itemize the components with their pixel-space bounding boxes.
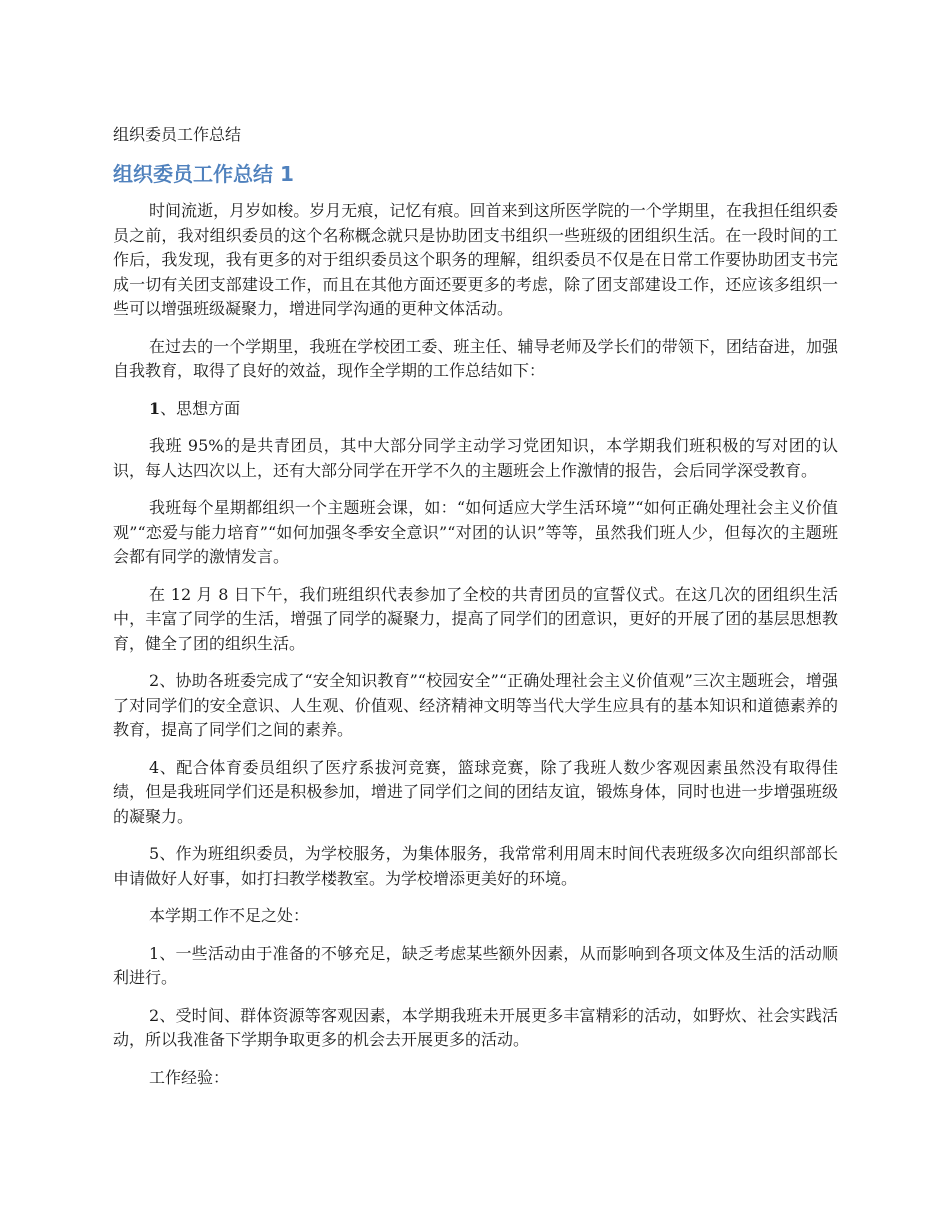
paragraph-service: 5、作为班组织委员，为学校服务，为集体服务，我常常利用周末时间代表班级多次向组织部部长申请做好人好事，如打扫教学楼教室。为学校增添更美好的环境。: [113, 844, 838, 888]
list-item-ideology: [113, 397, 838, 422]
document-page: [113, 123, 838, 1103]
paragraph-league-members: 我班 95%的是共青团员，其中大部分同学主动学习党团知识，本学期我们班积极的写对团的认识，每人达四次以上，还有大部分同学在开学不久的主题班会上作激情的报告，会后同学深受教育。: [113, 436, 838, 480]
document-title: 组织委员工作总结: [113, 125, 242, 144]
paragraph-oath-ceremony: 在 12 月 8 日下午，我们班组织代表参加了全校的共青团员的宣誓仪式。在这几次的团组织生活中，丰富了同学的生活，增强了同学的凝聚力，提高了同学们的团意识，更好的开展了团的基层思想教育，健全了团的组织生活。: [113, 584, 838, 653]
list-item-number: 1: [149, 398, 161, 418]
paragraph-intro: 时间流逝，月岁如梭。岁月无痕，记忆有痕。回首来到这所医学院的一个学期里，在我担任组织委员之前，我对组织委员的这个名称概念就只是协助团支书组织一些班级的团组织生活。在一段时间的工作后，我发现，我有更多的对于组织委员这个职务的理解，组织委员不仅是在日常工作要协助团支书完成一切有关团支部建设工作，而且在其他方面还要更多的考虑，除了团支部建设工作，还应该多组织一些可以增强班级凝聚力，增进同学沟通的更种文体活动。: [113, 201, 838, 318]
paragraph-shortcoming-1: 1、一些活动由于准备的不够充足，缺乏考虑某些额外因素，从而影响到各项文体及生活的活动顺利进行。: [113, 943, 838, 987]
paragraph-shortcoming-2: 2、受时间、群体资源等客观因素，本学期我班未开展更多丰富精彩的活动，如野炊、社会实践活动，所以我准备下学期争取更多的机会去开展更多的活动。: [113, 1005, 838, 1049]
paragraph-sports: 4、配合体育委员组织了医疗系拔河竞赛，篮球竞赛，除了我班人数少客观因素虽然没有取得佳绩，但是我班同学们还是积极参加，增进了同学们之间的团结友谊，锻炼身体，同时也进一步增强班级的凝聚力。: [113, 757, 838, 826]
paragraph-safety-meetings: 2、协助各班委完成了“安全知识教育”“校园安全”“正确处理社会主义价值观”三次主题班会，增强了对同学们的安全意识、人生观、价值观、经济精神文明等当代大学生应具有的基本知识和道德素养的教育，提高了同学们之间的素养。: [113, 671, 838, 739]
paragraph-experience-heading: 工作经验：: [149, 1067, 230, 1087]
paragraph-theme-meetings: 我班每个星期都组织一个主题班会课，如：“如何适应大学生活环境”“如何正确处理社会主义价值观”“恋爱与能力培育”“如何加强冬季安全意识”“对团的认识”等等，虽然我们班人少，但每次的主题班会都有同学的激情发言。: [113, 498, 838, 566]
paragraph-shortcomings-heading: 本学期工作不足之处：: [149, 906, 310, 925]
list-item-label: 、思想方面: [160, 398, 241, 418]
section-heading: 组织委员工作总结 1: [113, 162, 294, 186]
paragraph-summary-lead: 在过去的一个学期里，我班在学校团工委、班主任、辅导老师及学长们的带领下，团结奋进，加强自我教育，取得了良好的效益，现作全学期的工作总结如下：: [113, 336, 838, 380]
